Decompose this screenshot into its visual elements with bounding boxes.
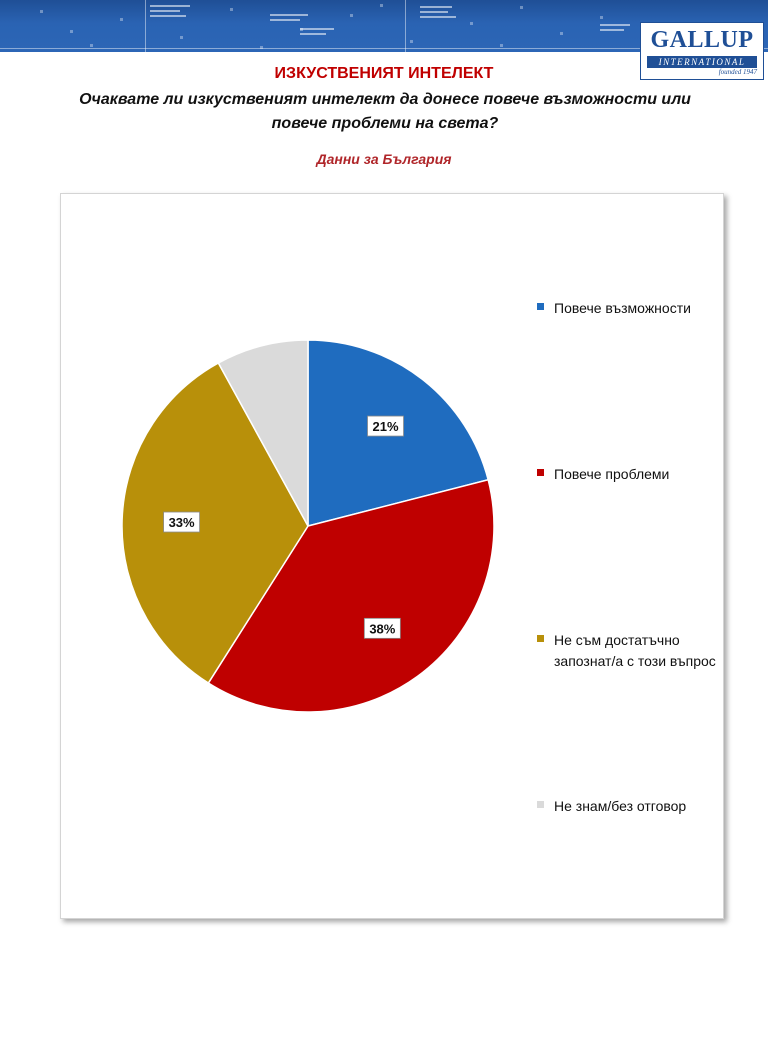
banner-dot bbox=[70, 30, 73, 33]
banner-dot bbox=[230, 8, 233, 11]
banner-contact-text bbox=[600, 24, 630, 26]
page-title: ИЗКУСТВЕНИЯТ ИНТЕЛЕКТ bbox=[274, 65, 494, 82]
banner-dot bbox=[410, 40, 413, 43]
banner-contact-text bbox=[270, 19, 300, 21]
banner-rule bbox=[405, 0, 406, 52]
data-label bbox=[164, 512, 200, 532]
banner-dot bbox=[90, 44, 93, 47]
banner-dot bbox=[380, 4, 383, 7]
legend-swatch bbox=[537, 303, 544, 310]
banner-dot bbox=[500, 44, 503, 47]
banner-contact-text bbox=[300, 33, 326, 35]
data-label-text: 38% bbox=[369, 621, 396, 637]
banner-dot bbox=[180, 36, 183, 39]
banner-rule bbox=[145, 0, 146, 52]
data-label bbox=[364, 618, 400, 638]
survey-question: Очаквате ли изкуственият интелект да донесе повече възможности или повече проблеми на света? bbox=[79, 91, 691, 132]
legend-label: Не съм достатъчно запознат/а с този въпрос bbox=[554, 632, 716, 669]
legend-swatch bbox=[537, 801, 544, 808]
banner-contact-text bbox=[150, 10, 180, 12]
banner-contact-text bbox=[420, 11, 448, 13]
banner-contact-text bbox=[600, 29, 624, 31]
banner-dot bbox=[470, 22, 473, 25]
banner-dot bbox=[350, 14, 353, 17]
legend-swatch bbox=[537, 469, 544, 476]
banner-contact-text bbox=[150, 15, 186, 17]
banner-dot bbox=[560, 32, 563, 35]
legend-label: Повече проблеми bbox=[554, 466, 670, 482]
banner-contact-text bbox=[300, 28, 334, 30]
banner-dot bbox=[40, 10, 43, 13]
data-subtitle: Данни за България bbox=[316, 151, 452, 167]
banner-contact-text bbox=[420, 6, 452, 8]
logo-founded: founded 1947 bbox=[718, 68, 757, 76]
legend-label: Не знам/без отговор bbox=[554, 798, 687, 814]
legend-label: Повече възможности bbox=[554, 300, 691, 316]
data-label-text: 21% bbox=[372, 419, 399, 435]
chart-panel bbox=[60, 193, 724, 919]
logo-subtitle: INTERNATIONAL bbox=[647, 56, 757, 68]
banner-dot bbox=[600, 16, 603, 19]
banner-contact-text bbox=[150, 5, 190, 7]
data-label-text: 33% bbox=[168, 515, 195, 531]
banner-contact-text bbox=[420, 16, 456, 18]
banner-dot bbox=[120, 18, 123, 21]
banner-contact-text bbox=[270, 14, 308, 16]
data-label bbox=[368, 416, 404, 436]
legend-swatch bbox=[537, 635, 544, 642]
logo-wordmark: GALLUP bbox=[650, 27, 754, 53]
banner-dot bbox=[520, 6, 523, 9]
